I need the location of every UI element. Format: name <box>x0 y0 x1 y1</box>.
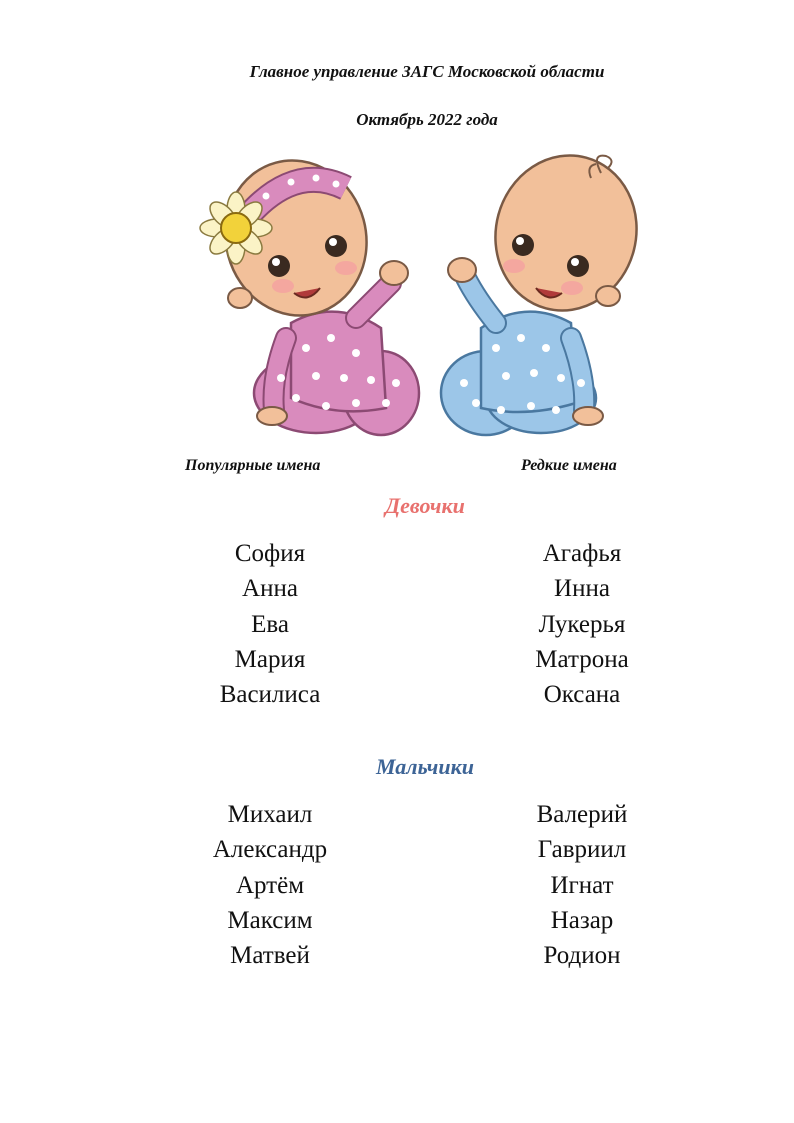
list-item: Александр <box>212 836 328 864</box>
organization-title: Главное управление ЗАГС Московской области <box>249 62 605 81</box>
list-item: Максим <box>227 906 313 934</box>
babies-illustration <box>196 148 656 448</box>
list-item: Родион <box>543 942 621 970</box>
boys-section-title: Мальчики <box>376 754 474 779</box>
period-title: Октябрь 2022 года <box>356 110 498 129</box>
list-item: Игнат <box>550 871 614 899</box>
baby-girl-illustration <box>200 148 419 435</box>
list-item: Гавриил <box>537 836 627 864</box>
list-item: Артём <box>235 871 305 899</box>
list-item: Лукерья <box>538 610 626 638</box>
girls-section-title: Девочки <box>385 493 465 518</box>
list-item: Валерий <box>536 801 628 828</box>
boys-rare-list <box>462 797 702 973</box>
list-item: Назар <box>550 906 614 934</box>
rare-names-heading: Редкие имена <box>521 457 617 474</box>
list-item: София <box>234 540 306 567</box>
popular-names-heading: Популярные имена <box>185 457 321 474</box>
baby-boy-illustration <box>441 148 654 435</box>
list-item: Михаил <box>227 801 313 828</box>
list-item: Матвей <box>230 942 310 970</box>
list-item: Матрона <box>535 645 629 673</box>
list-item: Мария <box>234 645 306 673</box>
list-item: Инна <box>554 575 610 603</box>
list-item: Василиса <box>219 681 321 709</box>
list-item: Оксана <box>543 681 621 709</box>
boys-popular-list <box>150 797 390 973</box>
list-item: Ева <box>251 610 289 638</box>
girls-popular-list <box>150 536 390 712</box>
list-item: Агафья <box>542 540 622 567</box>
girls-rare-list <box>462 536 702 712</box>
list-item: Анна <box>242 575 298 603</box>
